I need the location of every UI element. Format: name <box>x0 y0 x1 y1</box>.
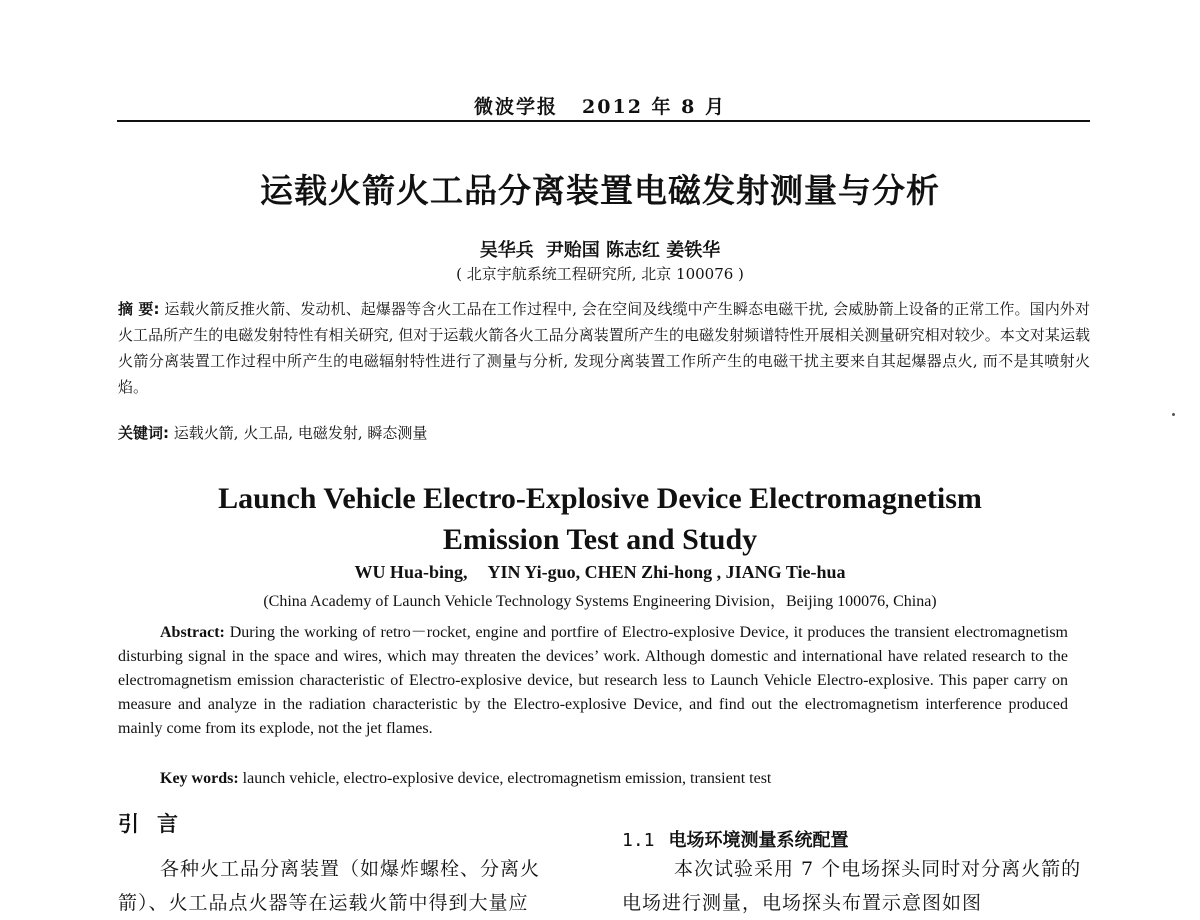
issue-date: 2012 年 8 月 <box>582 96 726 118</box>
section-title: 电场环境测量系统配置 <box>668 830 849 851</box>
chinese-keywords-label: 关键词: <box>118 424 169 442</box>
section-heading <box>622 826 849 852</box>
english-title-line-2: Emission Test and Study <box>442 523 758 556</box>
chinese-keywords <box>118 420 1090 446</box>
english-keywords <box>160 767 1060 791</box>
chinese-title: 运载火箭火工品分离装置电磁发射测量与分析 <box>260 171 940 210</box>
english-authors <box>0 562 1200 583</box>
english-affiliation: (China Academy of Launch Vehicle Technology Systems Engineering Division，Beijing 100076, China) <box>263 593 937 610</box>
english-abstract-label: Abstract: <box>160 624 225 641</box>
english-abstract <box>118 621 1068 741</box>
chinese-author-2: 尹贻国 陈志红 姜铁华 <box>545 240 721 261</box>
english-keywords-label: Key words: <box>160 770 239 787</box>
chinese-keywords-text: 运载火箭, 火工品, 电磁发射, 瞬态测量 <box>173 424 428 442</box>
section-number: 1.1 <box>622 830 655 851</box>
chinese-abstract <box>118 296 1090 400</box>
english-abstract-text: During the working of retro－rocket, engine and portfire of Electro-explosive Device, it produces the transient electromagnetism disturbing signal in the space and wires, which may threaten the devices’ work. Although domestic and international have related research to the electromagnetism emission characteristic of Electro-explosive device, but research less to Launch Vehicle Electro-explosive. This paper carry on measure and analyze in the radiation characteristic by the Electro-explosive Device, and find out the electromagnetism interference produced mainly come from its explode, not the jet flames. <box>118 624 1069 737</box>
chinese-abstract-text: 运载火箭反推火箭、发动机、起爆器等含火工品在工作过程中, 会在空间及线缆中产生瞬态电磁干扰, 会威胁箭上设备的正常工作。国内外对火工品所产生的电磁发射特性有相关研究, 但对于运载火箭各火工品分离装置所产生的电磁发射频谱特性开展相关测量研究相对较少。本文对某运载火箭分离装置工作过程中所产生的电磁辐射特性进行了测量与分析, 发现分离装置工作所产生的电磁干扰主要来自其起爆器点火, 而不是其喷射火焰。 <box>118 300 1090 396</box>
english-keywords-text: launch vehicle, electro-explosive device, electromagnetism emission, transient test <box>242 770 772 787</box>
chinese-affiliation: ( 北京宇航系统工程研究所, 北京 100076 ) <box>456 265 744 283</box>
section-paragraph: 本次试验采用 7 个电场探头同时对分离火箭的电场进行测量，电场探头布置示意图如图 <box>622 858 1082 914</box>
intro-heading: 引言 <box>118 812 196 836</box>
journal-header <box>0 92 1200 119</box>
english-author-2: YIN Yi-guo, CHEN Zhi-hong , JIANG Tie-hua <box>487 562 846 582</box>
chinese-author-1: 吴华兵 <box>479 240 534 261</box>
scan-speck <box>1172 413 1175 416</box>
english-title <box>0 478 1200 560</box>
chinese-authors <box>0 236 1200 262</box>
english-author-1: WU Hua-bing, <box>354 562 468 582</box>
chinese-abstract-label: 摘 要: <box>118 300 160 318</box>
header-rule <box>117 120 1090 122</box>
intro-paragraph: 各种火工品分离装置（如爆炸螺栓、分离火箭）、火工品点火器等在运载火箭中得到大量应 <box>118 858 541 914</box>
journal-name: 微波学报 <box>474 96 559 118</box>
english-title-line-1: Launch Vehicle Electro-Explosive Device Electromagnetism <box>218 482 982 515</box>
